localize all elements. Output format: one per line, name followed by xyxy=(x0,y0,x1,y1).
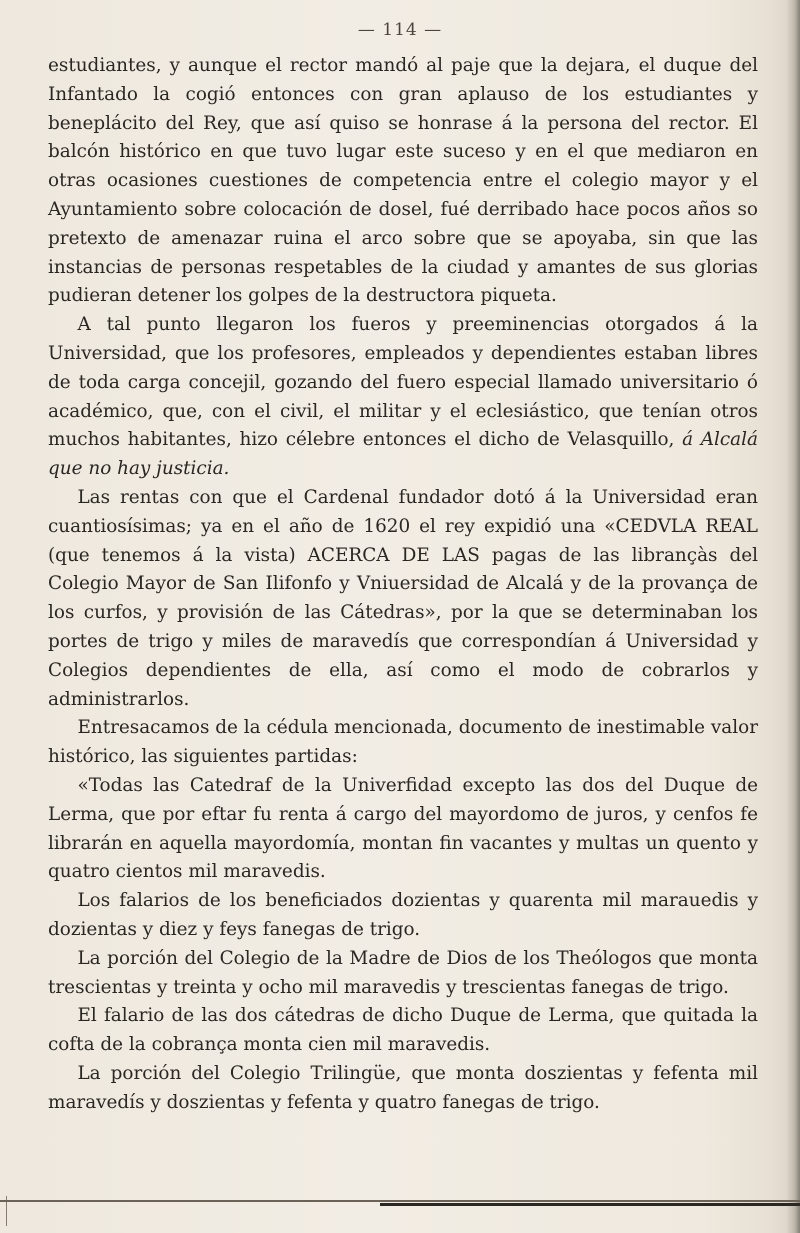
paragraph-1 xyxy=(48,52,758,311)
paragraph-text: Los falarios de los beneficiados dozientas y quarenta mil marauedis y dozientas y diez y feys fanegas de trigo. xyxy=(48,890,758,940)
paragraph-text: A tal punto llegaron los fueros y preeminencias otorgados á la Universidad, que los profesores, empleados y dependientes estaban libres de toda carga concejil, gozando del fuero especial llamado universitario ó académico, que, con el civil, el militar y el eclesiástico, que tenían otros muchos habitantes, hizo célebre entonces el dicho de Velasquillo, xyxy=(48,314,758,451)
paragraph-7 xyxy=(48,945,758,1003)
paragraph-3 xyxy=(48,484,758,714)
paragraph-text: estudiantes, y aunque el rector mandó al paje que la dejara, el duque del Infantado la cogió entonces con gran aplauso de los estudiantes y beneplácito del Rey, que así quiso se honrase á la persona del rector. El balcón histórico en que tuvo lugar este suceso y en el que mediaron en otras ocasiones cuestiones de competencia entre el colegio mayor y el Ayuntamiento sobre colocación de dosel, fué derribado hace pocos años so pretexto de amenazar ruina el arco sobre que se apoyaba, sin que las instancias de personas respetables de la ciudad y amantes de sus glorias pudieran detener los golpes de la destructora piqueta. xyxy=(48,55,758,307)
paragraph-5 xyxy=(48,772,758,887)
body-text xyxy=(48,52,758,1117)
page-edge-shadow xyxy=(786,0,800,1233)
paragraph-2 xyxy=(48,311,758,484)
page-number: — 114 — xyxy=(357,20,443,40)
paragraph-text: La porción del Colegio Trilingüe, que monta doszientas y fefenta mil maravedís y doszientas y fefenta y quatro fanegas de trigo. xyxy=(48,1062,758,1113)
paragraph-text: La porción del Colegio de la Madre de Dios de los Theólogos que monta trescientas y treinta y ocho mil maravedis y trescientas fanegas de trigo. xyxy=(48,947,758,998)
italic-quote: á Alcalá que no hay justicia. xyxy=(48,429,758,480)
paragraph-8 xyxy=(48,1002,758,1060)
paragraph-text: El falario de las dos cátedras de dicho Duque de Lerma, que quitada la cofta de la cobrança monta cien mil maravedis. xyxy=(48,1005,758,1056)
bottom-rule-thick xyxy=(380,1203,800,1206)
paragraph-6 xyxy=(48,887,758,945)
paragraph-9 xyxy=(48,1060,758,1118)
paragraph-4 xyxy=(48,714,758,772)
paragraph-text: Las rentas con que el Cardenal fundador dotó á la Universidad eran cuantiosísimas; ya en el año de 1620 el rey expidió una «CEDVLA REAL (que tenemos á la vista) ACERCA DE LAS pagas de las librançàs del Colegio Mayor de San Ilifonfo y Vniuersidad de Alcalá y de la provança de los curfos, y provisión de las Cátedras», por la que se determinaban los portes de trigo y miles de maravedís que correspondían á Universidad y Colegios dependientes de ella, así como el modo de cobrarlos y administrarlos. xyxy=(48,486,758,710)
bottom-rule xyxy=(0,1200,800,1202)
paragraph-text: «Todas las Catedraf de la Univerfidad excepto las dos del Duque de Lerma, que por eftar fu renta á cargo del mayordomo de juros, y cenfos fe librarán en aquella mayordomía, montan fin vacantes y multas un quento y quatro cientos mil maravedis. xyxy=(48,774,758,883)
paragraph-text: Entresacamos de la cédula mencionada, documento de inestimable valor histórico, las siguientes partidas: xyxy=(48,717,758,768)
